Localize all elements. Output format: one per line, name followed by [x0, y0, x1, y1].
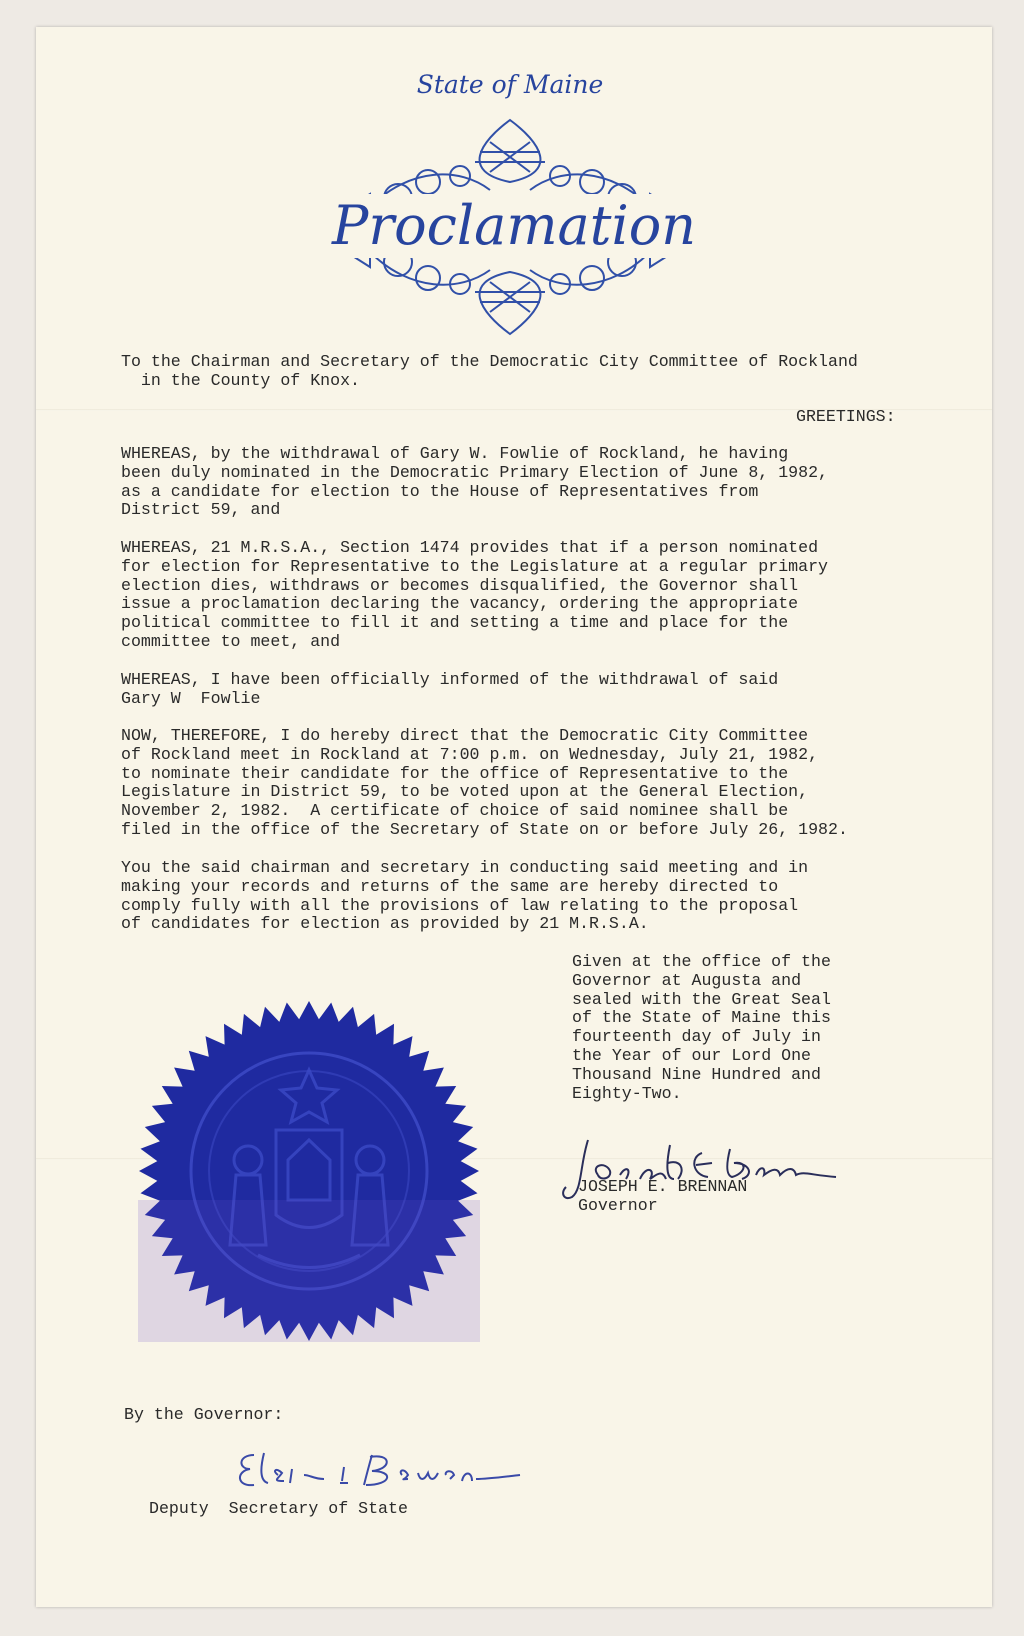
state-of-maine-heading: State of Maine	[416, 70, 604, 99]
now-therefore-paragraph: NOW, THEREFORE, I do hereby direct that the Democratic City Committee of Rockland meet in Rockland at 7:00 p.m. on Wednesday, July 21, 1982, to nominate their candidate for the office of Representative to the Legislature in District 59, to be voted upon at the General Election, November 2, 1982. A certificate of choice of said nominee shall be filed in the office of the Secretary of State on or before July 26, 1982.	[121, 726, 848, 839]
whereas-paragraph-2: WHEREAS, 21 M.R.S.A., Section 1474 provides that if a person nominated for election for Representative to the Legislature at a regular primary election dies, withdraws or becomes disqualified, the Governor shall issue a proclamation declaring the vacancy, ordering the appropriate political committee to fill it and setting a time and place for the committee to meet, and	[121, 538, 829, 651]
deputy-secretary-signature	[232, 1445, 522, 1495]
closing-paragraph: You the said chairman and secretary in conducting said meeting and in making your records and returns of the same are hereby directed to comply fully with all the provisions of law relating to the proposal of candidates for election as provided by 21 M.R.S.A.	[121, 858, 809, 934]
governor-name: JOSEPH E. BRENNAN	[578, 1177, 748, 1196]
greetings: GREETINGS:	[796, 407, 896, 426]
proclamation-title: Proclamation	[300, 194, 728, 258]
governor-title: Governor	[578, 1196, 658, 1215]
great-seal-of-maine	[138, 1000, 480, 1342]
whereas-paragraph-1: WHEREAS, by the withdrawal of Gary W. Fowlie of Rockland, he having been duly nominated in the Democratic Primary Election of June 8, 1982, as a candidate for election to the House of Representatives from District 59, and	[121, 444, 829, 520]
address-line: To the Chairman and Secretary of the Democratic City Committee of Rockland in the County of Knox.	[121, 352, 858, 390]
given-at-statement: Given at the office of the Governor at Augusta and sealed with the Great Seal of the State of Maine this fourteenth day of July in the Year of our Lord One Thousand Nine Hundred and Eighty-Two.	[572, 952, 831, 1103]
whereas-paragraph-3: WHEREAS, I have been officially informed of the withdrawal of said Gary W Fowlie	[121, 670, 779, 708]
deputy-secretary-title: Deputy Secretary of State	[149, 1499, 408, 1518]
by-the-governor-label: By the Governor:	[124, 1405, 284, 1424]
